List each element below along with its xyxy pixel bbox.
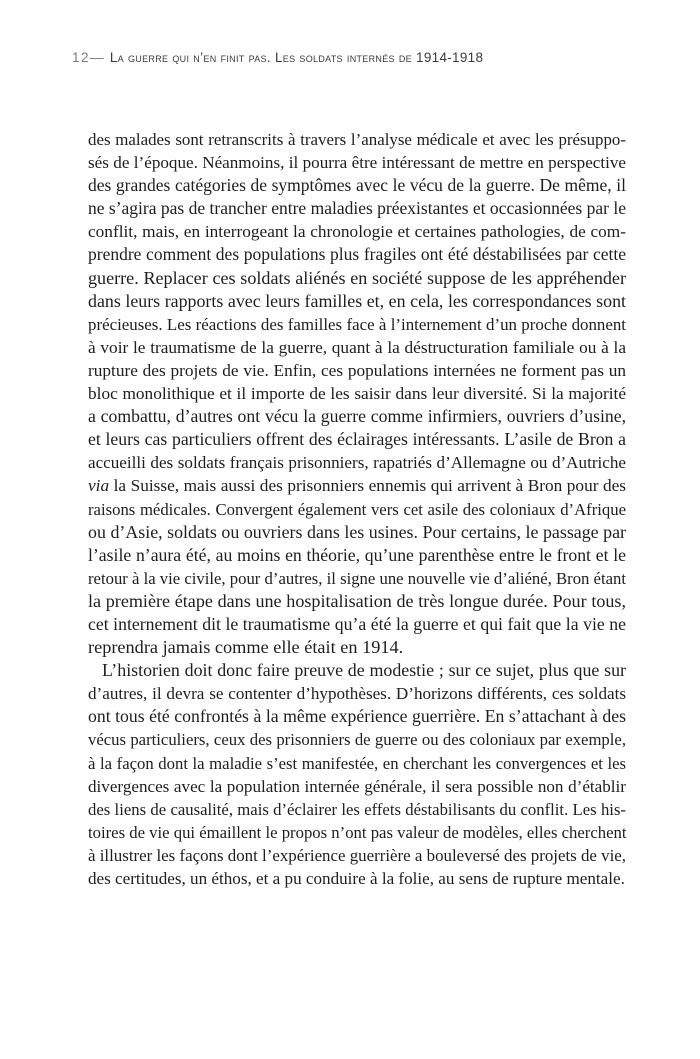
text-line: retour à la vie civile, pour d’autres, il signe une nouvelle vie d’aliéné, Bron étant	[88, 568, 626, 588]
text-line: à la façon dont la maladie s’est manifestée, en cherchant les convergences et les	[88, 753, 626, 773]
body-text	[88, 128, 626, 890]
text-line: L’historien doit donc faire preuve de modestie ; sur ce sujet, plus que sur	[102, 660, 626, 681]
text-line: accueilli des soldats français prisonniers, rapatriés d’Allemagne ou d’Autriche	[88, 453, 626, 473]
page-number: 12	[72, 50, 91, 65]
text-line: ou d’Asie, soldats ou ouvriers dans les usines. Pour certains, le passage par	[88, 521, 626, 542]
text-line: raisons médicales. Convergent également vers cet asile des coloniaux d’Afrique	[88, 499, 626, 519]
text-line: divergences avec la population internée générale, il sera possible non d’établir	[88, 776, 626, 796]
text-line: d’autres, il devra se contenter d’hypothèses. D’horizons différents, ces soldats	[88, 684, 626, 704]
text-line: reprendra jamais comme elle était en 1914.	[88, 637, 404, 658]
text-line: via la Suisse, mais aussi des prisonniers ennemis qui arrivent à Bron pour des	[88, 476, 626, 496]
text-line: des grandes catégories de symptômes avec le vécu de la guerre. De même, il	[88, 175, 626, 196]
text-line: a combattu, d’autres ont vécu la guerre comme infirmiers, ouvriers d’usine,	[88, 406, 626, 427]
text-line: la première étape dans une hospitalisation de très longue durée. Pour tous,	[88, 590, 626, 611]
text-line: prendre comment des populations plus fragiles ont été déstabilisées par cette	[88, 244, 626, 265]
paragraph-2	[88, 659, 626, 890]
text-line: sés de l’époque. Néanmoins, il pourra être intéressant de mettre en perspective	[88, 153, 626, 173]
text-line: ne s’agira pas de trancher entre maladies préexistantes et occasionnées par le	[88, 198, 626, 219]
text-line: des certitudes, un éthos, et a pu conduire à la folie, au sens de rupture mentale.	[88, 869, 625, 888]
text-line: à voir le traumatisme de la guerre, quant à la déstructuration familiale ou à la	[88, 337, 626, 357]
text-line: bloc monolithique et il importe de les saisir dans leur diversité. Si la majorité	[88, 384, 626, 404]
text-line: à illustrer les façons dont l’expérience guerrière a bouleversé des projets de vie,	[88, 845, 626, 865]
text-line: vécus particuliers, ceux des prisonniers de guerre ou des coloniaux par exemple,	[88, 730, 626, 750]
paragraph-1	[88, 128, 626, 659]
text-line: des liens de causalité, mais d’éclairer les effets déstabilisants du conflit. Les his-	[88, 799, 626, 819]
text-line: dans leurs rapports avec leurs familles et, en cela, les correspondances sont	[88, 290, 626, 311]
text-line: rupture des projets de vie. Enfin, ces populations internées ne forment pas un	[88, 360, 626, 380]
text-line: et leurs cas particuliers offrent des éclairages intéressants. L’asile de Bron a	[88, 429, 626, 450]
header-separator: —	[90, 50, 104, 65]
text-line: l’asile n’aura été, au moins en théorie, qu’une parenthèse entre le front et le	[88, 544, 626, 565]
text-line: guerre. Replacer ces soldats aliénés en société suppose de les appréhender	[88, 267, 626, 288]
running-header	[72, 50, 632, 70]
text-line: cet internement dit le traumatisme qu’a été la guerre et qui fait que la vie ne	[88, 613, 626, 634]
text-line: précieuses. Les réactions des familles face à l’internement d’un proche donnent	[88, 314, 626, 334]
running-title: La guerre qui n’en finit pas. Les soldats internés de 1914-1918	[109, 50, 484, 65]
text-line: des malades sont retranscrits à travers l’analyse médicale et avec les présuppo-	[88, 130, 626, 149]
text-line: ont tous été confrontés à la même expérience guerrière. En s’attachant à des	[88, 706, 626, 727]
text-line: conflit, mais, en interrogeant la chronologie et certaines pathologies, de com-	[88, 222, 626, 242]
text-line: toires de vie qui émaillent le propos n’ont pas valeur de modèles, elles cherchent	[88, 822, 627, 842]
